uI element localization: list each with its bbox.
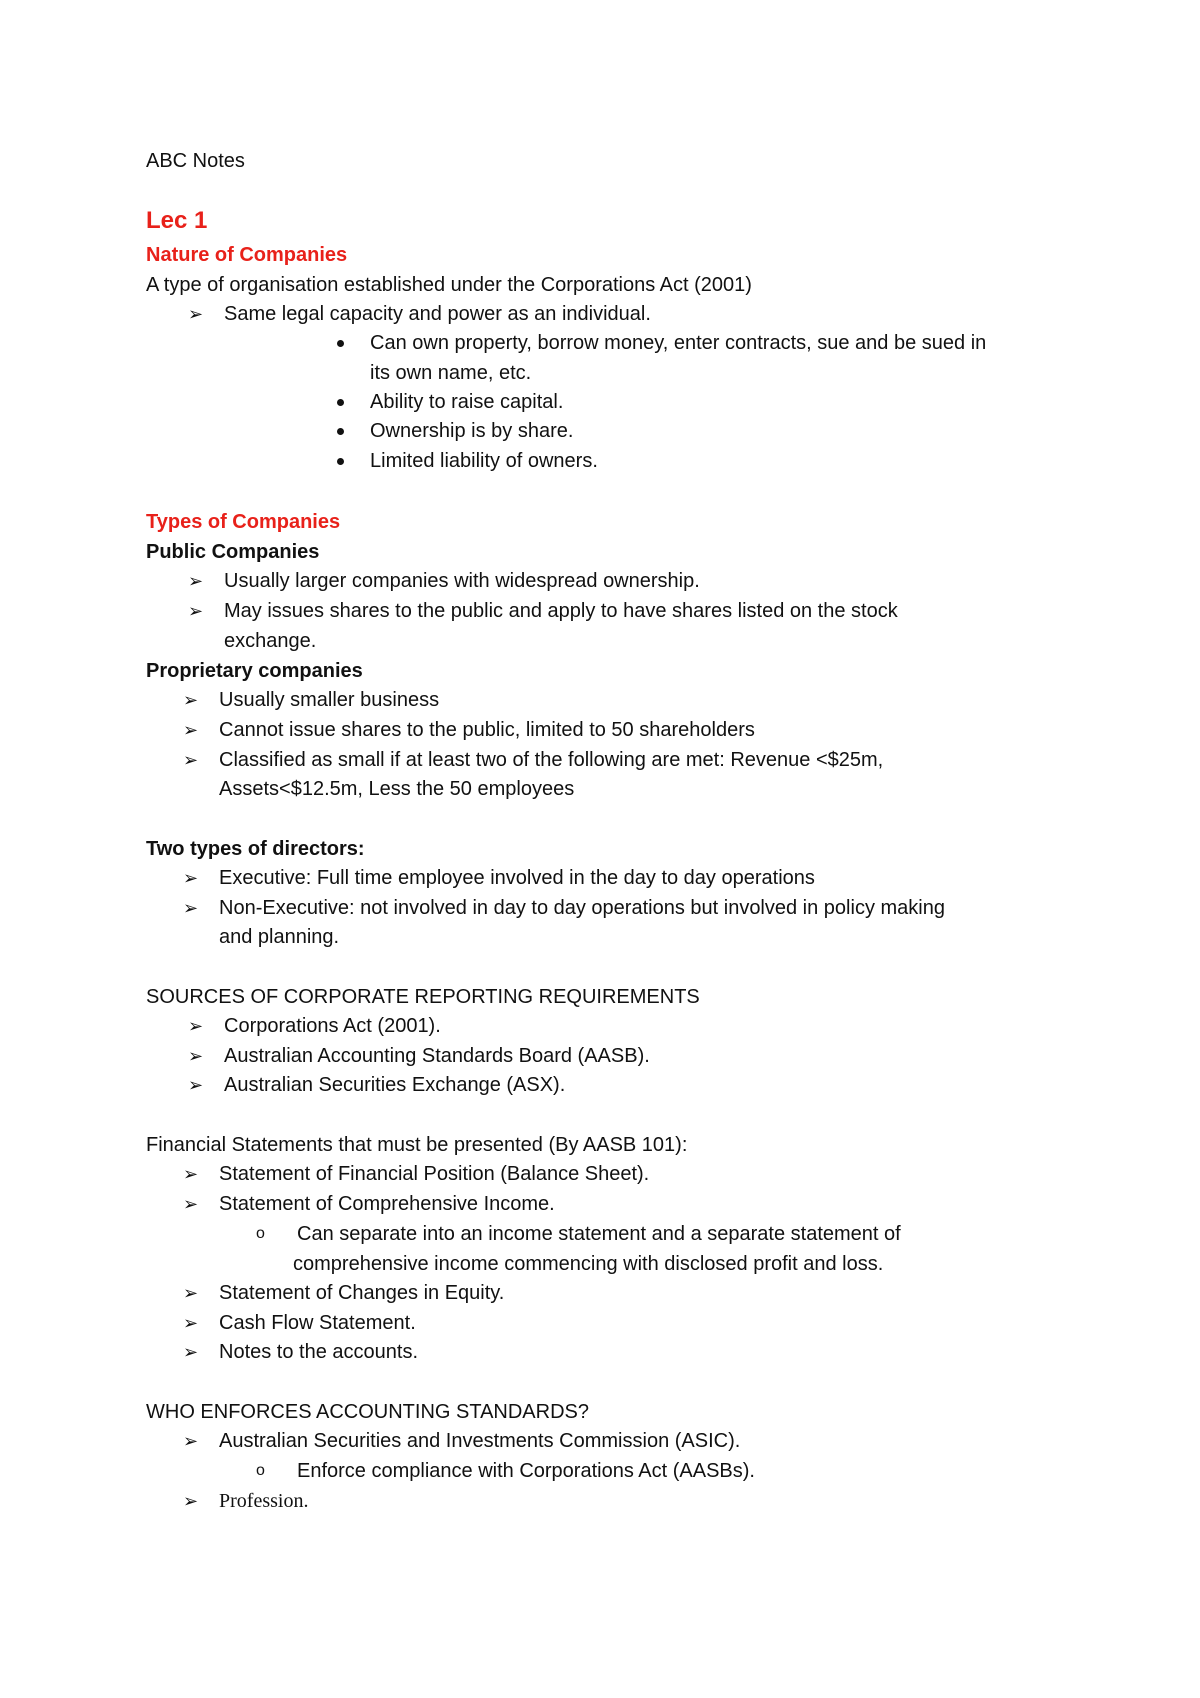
arrow-bullet-icon: ➢ bbox=[183, 720, 199, 740]
circle-bullet-icon: o bbox=[256, 1225, 265, 1242]
arrow-bullet-icon: ➢ bbox=[183, 690, 199, 710]
arrow-bullet-icon: ➢ bbox=[183, 1342, 199, 1362]
nature-point: Same legal capacity and power as an individual. bbox=[224, 303, 651, 325]
proprietary-item-cont: Assets<$12.5m, Less the 50 employees bbox=[219, 778, 575, 800]
public-companies-heading: Public Companies bbox=[146, 541, 320, 563]
document-title: ABC Notes bbox=[146, 150, 245, 172]
circle-bullet-icon: o bbox=[256, 1462, 265, 1479]
financial-item: Statement of Comprehensive Income. bbox=[219, 1193, 555, 1215]
nature-sub-item: Can own property, borrow money, enter contracts, sue and be sued in bbox=[370, 332, 987, 354]
enforce-item: Profession. bbox=[219, 1490, 309, 1512]
financial-item: Notes to the accounts. bbox=[219, 1341, 419, 1363]
nature-sub-item: Ownership is by share. bbox=[370, 420, 574, 442]
proprietary-companies-heading: Proprietary companies bbox=[146, 660, 363, 682]
source-item: Australian Securities Exchange (ASX). bbox=[224, 1074, 566, 1096]
enforce-heading: WHO ENFORCES ACCOUNTING STANDARDS? bbox=[146, 1401, 589, 1423]
arrow-bullet-icon: ➢ bbox=[183, 1194, 199, 1214]
arrow-bullet-icon: ➢ bbox=[183, 868, 199, 888]
nature-sub-item-cont: its own name, etc. bbox=[370, 362, 532, 384]
public-item: Usually larger companies with widespread ownership. bbox=[224, 570, 700, 592]
financial-heading: Financial Statements that must be presented (By AASB 101): bbox=[146, 1134, 688, 1156]
enforce-item: Australian Securities and Investments Commission (ASIC). bbox=[219, 1430, 741, 1452]
arrow-bullet-icon: ➢ bbox=[183, 1431, 199, 1451]
directors-heading: Two types of directors: bbox=[146, 838, 365, 860]
sources-heading: SOURCES OF CORPORATE REPORTING REQUIREMENTS bbox=[146, 986, 700, 1008]
proprietary-item: Classified as small if at least two of the following are met: Revenue <$25m, bbox=[219, 749, 884, 771]
director-item: Executive: Full time employee involved in the day to day operations bbox=[219, 867, 815, 889]
public-item: May issues shares to the public and apply to have shares listed on the stock bbox=[224, 600, 898, 622]
source-item: Australian Accounting Standards Board (AASB). bbox=[224, 1045, 650, 1067]
arrow-bullet-icon: ➢ bbox=[188, 1016, 204, 1036]
nature-sub-item: Limited liability of owners. bbox=[370, 450, 598, 472]
director-item-cont: and planning. bbox=[219, 926, 340, 948]
arrow-bullet-icon: ➢ bbox=[188, 304, 204, 324]
financial-item: Statement of Changes in Equity. bbox=[219, 1282, 505, 1304]
financial-sub-item: Can separate into an income statement and a separate statement of bbox=[297, 1223, 901, 1245]
arrow-bullet-icon: ➢ bbox=[188, 1046, 204, 1066]
types-heading: Types of Companies bbox=[146, 511, 341, 533]
arrow-bullet-icon: ➢ bbox=[188, 1075, 204, 1095]
bullet-dot-icon bbox=[337, 399, 344, 406]
public-item-cont: exchange. bbox=[224, 630, 317, 652]
source-item: Corporations Act (2001). bbox=[224, 1015, 441, 1037]
bullet-dot-icon bbox=[337, 340, 344, 347]
nature-sub-item: Ability to raise capital. bbox=[370, 391, 564, 413]
arrow-bullet-icon: ➢ bbox=[183, 1313, 199, 1333]
proprietary-item: Cannot issue shares to the public, limited to 50 shareholders bbox=[219, 719, 755, 741]
director-item: Non-Executive: not involved in day to day operations but involved in policy making bbox=[219, 897, 945, 919]
arrow-bullet-icon: ➢ bbox=[183, 750, 199, 770]
enforce-sub-item: Enforce compliance with Corporations Act (AASBs). bbox=[297, 1460, 755, 1482]
bullet-dot-icon bbox=[337, 428, 344, 435]
financial-item: Statement of Financial Position (Balance Sheet). bbox=[219, 1163, 650, 1185]
lecture-heading: Lec 1 bbox=[146, 207, 208, 234]
arrow-bullet-icon: ➢ bbox=[183, 1283, 199, 1303]
financial-sub-item-cont: comprehensive income commencing with disclosed profit and loss. bbox=[293, 1253, 884, 1275]
arrow-bullet-icon: ➢ bbox=[183, 1491, 199, 1511]
financial-item: Cash Flow Statement. bbox=[219, 1312, 416, 1334]
nature-intro: A type of organisation established under the Corporations Act (2001) bbox=[146, 274, 752, 296]
proprietary-item: Usually smaller business bbox=[219, 689, 440, 711]
arrow-bullet-icon: ➢ bbox=[188, 571, 204, 591]
bullet-dot-icon bbox=[337, 458, 344, 465]
arrow-bullet-icon: ➢ bbox=[183, 898, 199, 918]
arrow-bullet-icon: ➢ bbox=[188, 601, 204, 621]
nature-heading: Nature of Companies bbox=[146, 244, 348, 266]
arrow-bullet-icon: ➢ bbox=[183, 1164, 199, 1184]
